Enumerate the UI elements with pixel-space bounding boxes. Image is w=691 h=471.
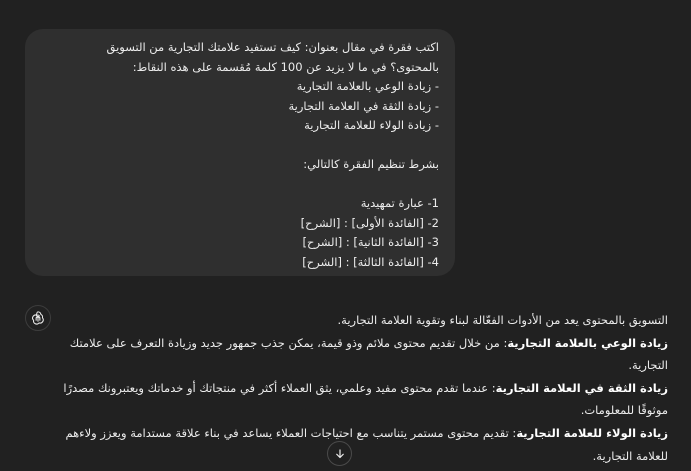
assistant-point-title: زيادة الولاء للعلامة التجارية — [516, 425, 668, 440]
assistant-intro: التسويق بالمحتوى يعد من الأدوات الفعّالة لبناء وتقوية العلامة التجارية. — [337, 313, 668, 327]
user-message-line: بالمحتوى؟ في ما لا يزيد عن 100 كلمة مُقسمة على هذه النقاط: — [132, 59, 439, 74]
assistant-point — [60, 422, 668, 467]
assistant-point — [60, 332, 668, 377]
assistant-point-text: : عندما تقدم محتوى مفيد وعلمي، يثق العملاء أكثر في منتجاتك أو خدماتك ويعتبرونك مصدرًا موثوقًا للمعلومات. — [63, 380, 668, 418]
arrow-down-icon — [334, 448, 346, 460]
assistant-point-title: زيادة الثقة في العلامة التجارية — [495, 380, 668, 395]
user-message-line: 1- عبارة تمهيدية — [360, 196, 439, 210]
user-message-line: 2- [الفائدة الأولى] : [الشرح] — [300, 215, 439, 230]
assistant-message — [60, 309, 668, 467]
user-message-line: اكتب فقرة في مقال بعنوان: كيف تستفيد علامتك التجارية من التسويق — [106, 40, 439, 54]
assistant-avatar — [25, 305, 51, 331]
user-message-line: - زيادة الولاء للعلامة التجارية — [304, 118, 439, 132]
user-message-blank-line — [41, 136, 439, 156]
user-message-blank-line — [41, 175, 439, 195]
user-message-bubble — [25, 29, 455, 276]
assistant-point — [60, 377, 668, 422]
scroll-to-bottom-button[interactable] — [327, 441, 352, 466]
user-message-line: - زيادة الوعي بالعلامة التجارية — [296, 79, 439, 93]
user-message-line: بشرط تنظيم الفقرة كالتالي: — [303, 157, 439, 171]
assistant-point-text: : من خلال تقديم محتوى ملائم وذو قيمة، يمكن جذب جمهور جديد وزيادة التعرف على علامتك التجارية. — [69, 335, 668, 373]
openai-logo-icon — [30, 310, 46, 326]
user-message-line: - زيادة الثقة في العلامة التجارية — [288, 98, 439, 113]
user-message-line: 4- [الفائدة الثالثة] : [الشرح] — [302, 254, 439, 269]
user-message-line: 3- [الفائدة الثانية] : [الشرح] — [302, 235, 439, 249]
assistant-point-title: زيادة الوعي بالعلامة التجارية — [507, 335, 668, 350]
assistant-point-text: : تقديم محتوى مستمر يتناسب مع احتياجات العملاء يساعد في بناء علاقة مستدامة ويعزز ولاءهم للعلامة التجارية. — [65, 425, 668, 463]
